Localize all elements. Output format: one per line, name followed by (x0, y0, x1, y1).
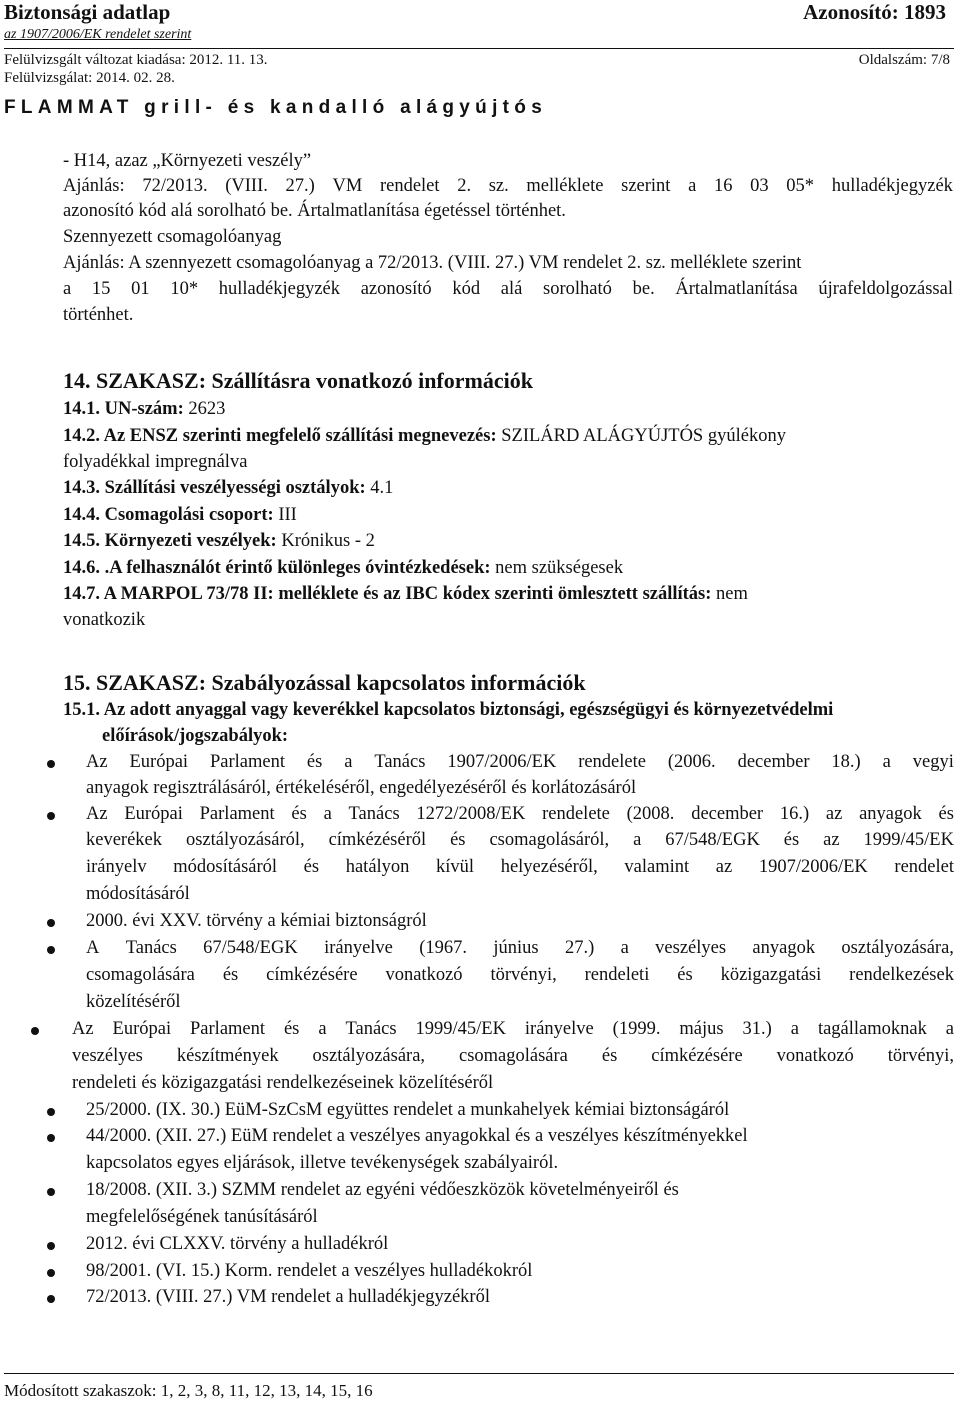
word: Európai (129, 752, 189, 772)
regulation-1272-line-4: módosításáról (86, 884, 190, 904)
word: június (493, 938, 539, 958)
word: 2. (457, 176, 472, 196)
law-2000-xxv: 2000. évi XXV. törvény a kémiai biztonságról (86, 911, 427, 931)
word: (2006. (667, 752, 716, 772)
marpol-transport-continuation: vonatkozik (63, 610, 146, 630)
word: osztályozásáról, (185, 830, 305, 850)
word: csomagolására (86, 965, 195, 985)
word: módosításáról (173, 857, 278, 877)
section-15-title: 15. SZAKASZ: Szabályozással kapcsolatos információk (63, 670, 586, 695)
un-number-value: 2623 (183, 399, 226, 419)
shipping-name-continuation: folyadékkal impregnálva (63, 452, 248, 472)
word: vonatkozó (776, 1046, 854, 1066)
word: tagállamoknak (817, 1019, 927, 1039)
word: és (601, 1046, 618, 1066)
word: veszélyes (72, 1046, 143, 1066)
packing-group (63, 505, 297, 526)
bullet-dot (47, 760, 55, 768)
un-number (63, 399, 225, 420)
word: A (86, 938, 100, 958)
word: 31.) (742, 1019, 772, 1039)
directive-67-548-line-2 (86, 965, 954, 986)
regulation-1907-line-1 (86, 752, 954, 773)
word: (VIII. (225, 176, 268, 196)
special-precautions (63, 558, 623, 579)
header-divider (4, 48, 954, 49)
word: a (688, 176, 697, 196)
decree-18-2008-line-1: 18/2008. (XII. 3.) SZMM rendelet az egyéni védőeszközök követelményeiről és (86, 1180, 679, 1200)
word: Az (86, 804, 108, 824)
directive-1999-45-line-2 (72, 1046, 954, 1067)
bullet-dot (47, 1295, 55, 1303)
word: szerint (621, 176, 671, 196)
word: osztályozására, (841, 938, 954, 958)
word: 1907/2006/EK (758, 857, 868, 877)
word: 72/2013. (142, 176, 208, 196)
word: anyagok (859, 804, 922, 824)
word: az (715, 857, 733, 877)
revision-date: Felülvizsgált változat kiadása: 2012. 11. 13. (4, 52, 268, 68)
hazard-class (63, 478, 393, 499)
word: és (291, 804, 307, 824)
footer-divider (4, 1373, 954, 1374)
document-id: Azonosító: 1893 (803, 0, 946, 24)
word: Ártalmatlanítása (675, 279, 798, 299)
bullet-dot (47, 1134, 55, 1142)
word: hatályon (345, 857, 410, 877)
section-14-title: 14. SZAKASZ: Szállításra vonatkozó információk (63, 368, 533, 393)
word: és (283, 1019, 300, 1039)
word: 1999/45/EK (415, 1019, 506, 1039)
bullet-dot (47, 1188, 55, 1196)
word: a (63, 279, 72, 299)
bullet-dot (47, 946, 55, 954)
word: Parlament (209, 752, 285, 772)
word: 15 (91, 279, 111, 299)
word: és (303, 857, 320, 877)
environmental-hazards-label: 14.5. Környezeti veszélyek: (63, 531, 277, 551)
word: címkézésére (266, 965, 358, 985)
special-precautions-label: 14.6. .A felhasználót érintő különleges óvintézkedések: (63, 558, 491, 578)
regulation-1272-line-1 (86, 804, 954, 825)
directive-67-548-line-1 (86, 938, 954, 959)
word: Ajánlás: (63, 176, 125, 196)
marpol-transport (63, 584, 748, 605)
word: a (323, 804, 332, 824)
environmental-hazards (63, 531, 375, 552)
shipping-name-label: 14.2. Az ENSZ szerinti megfelelő szállítási megnevezés: (63, 426, 497, 446)
decree-18-2008-line-2: megfelelőségének tanúsításáról (86, 1207, 318, 1227)
word: 16.) (779, 804, 810, 824)
bullet-dot (47, 1108, 55, 1116)
modified-sections-footer: Módosított szakaszok: 1, 2, 3, 8, 11, 12, 13, 14, 15, 16 (4, 1381, 373, 1400)
packing-group-value: III (273, 505, 297, 525)
word: és (677, 965, 693, 985)
word: (2008. (626, 804, 675, 824)
word: Európai (124, 804, 183, 824)
word: december (691, 804, 764, 824)
packaging-recommendation-line-2 (63, 279, 953, 300)
word: Az (86, 752, 108, 772)
shipping-name (63, 426, 786, 447)
contaminated-packaging-heading: Szennyezett csomagolóanyag (63, 227, 282, 247)
word: az (823, 830, 840, 850)
word: 27.) (564, 938, 595, 958)
word: Parlament (190, 1019, 266, 1039)
word: be. (632, 279, 655, 299)
word: törvényi, (887, 1046, 954, 1066)
regulations-heading-line-2: előírások/jogszabályok: (102, 726, 289, 746)
word: törvényi, (490, 965, 557, 985)
word: 67/548/EGK (665, 830, 760, 850)
decree-25-2000: 25/2000. (IX. 30.) EüM-SzCsM együttes rendelet a munkahelyek kémiai biztonságáról (86, 1100, 730, 1120)
document-type-title: Biztonsági adatlap (4, 0, 171, 24)
word: irányelve (524, 1019, 594, 1039)
word: az (825, 804, 843, 824)
word: VM (332, 176, 363, 196)
word: 1999/45/EK (863, 830, 954, 850)
word: kód (452, 279, 481, 299)
word: anyagok (752, 938, 816, 958)
law-2012-clxxv: 2012. évi CLXXV. törvény a hulladékról (86, 1234, 389, 1254)
marpol-transport-label: 14.7. A MARPOL 73/78 II: melléklete és az IBC kódex szerinti ömlesztett szállítás: (63, 584, 712, 604)
bullet-dot (47, 1269, 55, 1277)
word: Európai (112, 1019, 172, 1039)
packaging-recommendation-line-1: Ajánlás: A szennyezett csomagolóanyag a 72/2013. (VIII. 27.) VM rendelet 2. sz. melléklete szerint (63, 253, 802, 273)
word: 1272/2008/EK (416, 804, 526, 824)
directive-1999-45-line-3: rendeleti és közigazgatási rendelkezéseinek közelítéséről (72, 1073, 494, 1093)
product-name: FLAMMAT grill- és kandalló alágyújtós (4, 97, 548, 118)
word: 67/548/EGK (203, 938, 298, 958)
word: 16 (713, 176, 733, 196)
word: Tanács (374, 752, 426, 772)
word: a (620, 938, 629, 958)
word: készítmények (176, 1046, 279, 1066)
word: keverékek (86, 830, 163, 850)
word: rendelet (894, 857, 954, 877)
word: (1999. (612, 1019, 661, 1039)
word: május (679, 1019, 724, 1039)
bullet-dot (47, 812, 55, 820)
word: 05* (786, 176, 815, 196)
word: irányelv (86, 857, 147, 877)
word: vegyi (912, 752, 954, 772)
word: címkézésére (651, 1046, 743, 1066)
word: osztályozására, (312, 1046, 426, 1066)
word: a (945, 1019, 954, 1039)
word: és (222, 965, 239, 985)
regulation-reference: az 1907/2006/EK rendelet szerint (4, 27, 192, 42)
word: irányelve (324, 938, 393, 958)
word: a (318, 1019, 327, 1039)
hazard-class-label: 14.3. Szállítási veszélyességi osztályok: (63, 478, 366, 498)
word: rendeleti (584, 965, 650, 985)
word: és (306, 752, 323, 772)
word: Tanács (125, 938, 177, 958)
packing-group-label: 14.4. Csomagolási csoport: (63, 505, 274, 525)
recommendation-line-1 (63, 176, 953, 197)
word: kívül (436, 857, 475, 877)
bullet-dot (47, 919, 55, 927)
word: újrafeldolgozással (818, 279, 953, 299)
word: sorolható (543, 279, 612, 299)
word: 01 (131, 279, 150, 299)
regulation-1272-line-3 (86, 857, 954, 878)
word: a (790, 1019, 799, 1039)
word: közigazgatási (720, 965, 822, 985)
review-date: Felülvizsgálat: 2014. 02. 28. (4, 70, 175, 86)
word: címkézéséről (328, 830, 427, 850)
decree-44-2000-line-2: kapcsolatos egyes eljárások, illetve tevékenységek szabályairól. (86, 1153, 559, 1173)
word: valamint (624, 857, 690, 877)
word: 10* (170, 279, 199, 299)
word: rendelete (578, 752, 646, 772)
word: Parlament (199, 804, 275, 824)
word: rendelet (379, 176, 440, 196)
word: 18.) (831, 752, 861, 772)
word: december (737, 752, 810, 772)
word: és (450, 830, 466, 850)
word: 27.) (285, 176, 315, 196)
word: csomagolásáról, (489, 830, 610, 850)
hazard-class-value: 4.1 (365, 478, 394, 498)
word: Az (72, 1019, 94, 1039)
regulation-1907-line-2: anyagok regisztrálásáról, értékeléséről, engedélyezéséről és korlátozásáról (86, 778, 637, 798)
special-precautions-value: nem szükségesek (490, 558, 624, 578)
regulation-1272-line-2 (86, 830, 954, 851)
word: helyezéséről, (500, 857, 598, 877)
word: a (882, 752, 891, 772)
word: csomagolására (459, 1046, 568, 1066)
word: Tanács (345, 1019, 397, 1039)
word: és (783, 830, 800, 850)
directive-67-548-line-3: közelítéséről (86, 992, 181, 1012)
decree-72-2013: 72/2013. (VIII. 27.) VM rendelet a hulladékjegyzékről (86, 1287, 490, 1307)
word: sz. (488, 176, 509, 196)
decree-44-2000-line-1: 44/2000. (XII. 27.) EüM rendelet a veszélyes anyagokkal és a veszélyes készítményekkel (86, 1126, 748, 1146)
un-number-label: 14.1. UN-szám: (63, 399, 184, 419)
directive-1999-45-line-1 (72, 1019, 954, 1040)
regulations-heading-line-1: 15.1. Az adott anyaggal vagy keverékkel kapcsolatos biztonsági, egészségügyi és környezetvédelmi (63, 700, 834, 720)
page-number: Oldalszám: 7/8 (858, 52, 950, 68)
word: Tanács (348, 804, 400, 824)
marpol-transport-value: nem (711, 584, 748, 604)
word: a (633, 830, 642, 850)
word: rendelkezések (849, 965, 954, 985)
word: és (938, 804, 954, 824)
environmental-hazards-value: Krónikus - 2 (276, 531, 375, 551)
word: veszélyes (655, 938, 727, 958)
bullet-dot (47, 1242, 55, 1250)
word: rendelete (542, 804, 610, 824)
shipping-name-value: SZILÁRD ALÁGYÚJTÓS gyúlékony (496, 426, 786, 446)
word: hulladékjegyzék (218, 279, 341, 299)
word: (1967. (419, 938, 468, 958)
word: hulladékjegyzék (831, 176, 953, 196)
packaging-recommendation-line-3: történhet. (63, 305, 134, 325)
word: a (344, 752, 353, 772)
word: melléklete (526, 176, 604, 196)
word: alá (500, 279, 523, 299)
hazard-code-line: - H14, azaz „Környezeti veszély” (63, 151, 312, 171)
word: azonosító (360, 279, 432, 299)
word: vonatkozó (385, 965, 463, 985)
word: 1907/2006/EK (447, 752, 557, 772)
word: 03 (750, 176, 769, 196)
recommendation-line-2: azonosító kód alá sorolható be. Ártalmatlanítása égetéssel történhet. (63, 201, 566, 221)
decree-98-2001: 98/2001. (VI. 15.) Korm. rendelet a veszélyes hulladékokról (86, 1261, 533, 1281)
bullet-dot (31, 1027, 39, 1035)
